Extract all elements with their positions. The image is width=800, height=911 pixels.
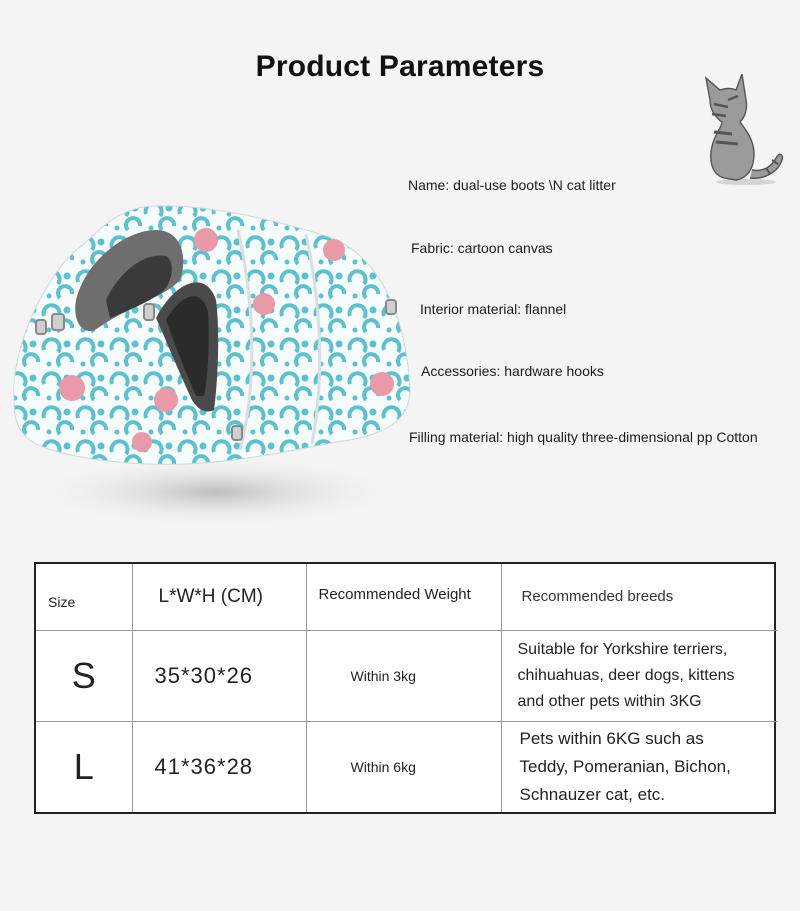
dimensions-value: 41*36*28 [132,721,306,812]
page-title: Product Parameters [255,50,545,83]
param-name: Name: dual-use boots \N cat litter [408,177,616,193]
dimensions-value: 35*30*26 [132,630,306,721]
header-recommended-weight: Recommended Weight [306,564,501,630]
param-interior-material: Interior material: flannel [420,301,567,317]
size-label: S [36,630,132,721]
breeds-line: Teddy, Pomeranian, Bichon, [519,756,731,776]
table-row [36,630,778,721]
header-size: Size [36,564,132,630]
breeds-cell [501,630,778,721]
cat-icon [684,74,790,186]
breeds-cell [501,721,778,812]
weight-value: Within 6kg [306,721,501,812]
param-accessories: Accessories: hardware hooks [421,363,604,379]
param-fabric: Fabric: cartoon canvas [411,240,553,256]
weight-value: Within 3kg [306,630,501,721]
param-filling-material: Filling material: high quality three-dimensional pp Cotton [409,429,758,445]
breeds-line: Schnauzer cat, etc. [519,784,666,804]
breeds-line: and other pets within 3KG [517,692,702,710]
header-recommended-breeds: Recommended breeds [501,564,778,630]
breeds-line: Pets within 6KG such as [519,728,704,748]
size-label: L [36,721,132,812]
header-dimensions: L*W*H (CM) [132,564,306,630]
table-header-row [36,564,778,630]
breeds-line: chihuahuas, deer dogs, kittens [517,666,735,684]
breeds-line: Suitable for Yorkshire terriers, [517,640,728,658]
product-photo [6,200,418,530]
size-table [34,562,776,814]
table-row [36,721,778,812]
